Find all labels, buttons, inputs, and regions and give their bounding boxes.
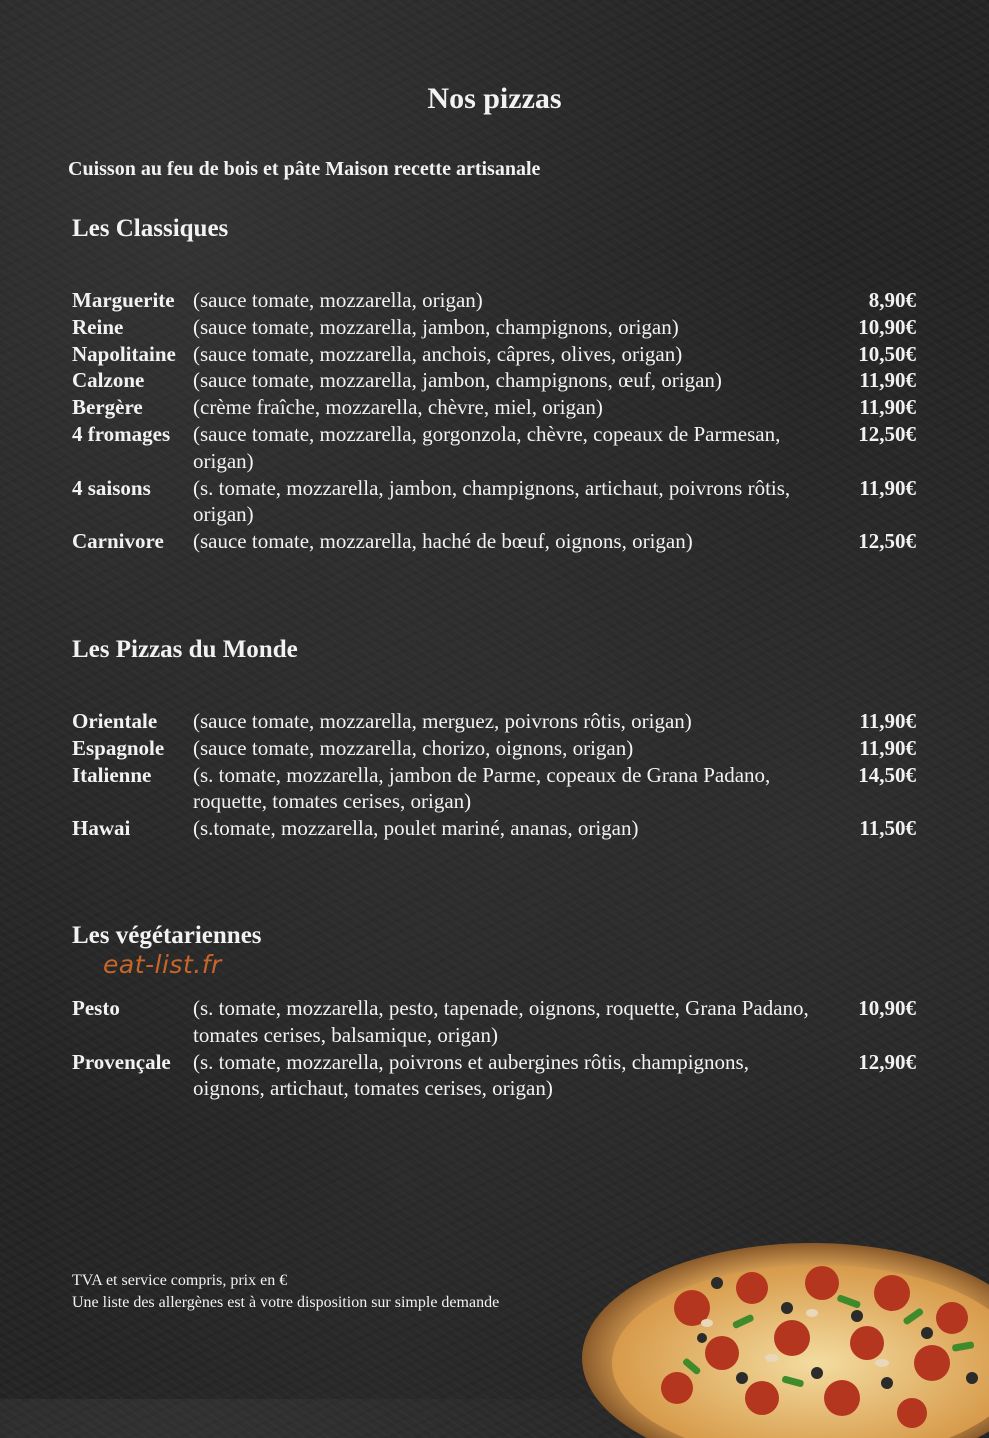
pizza-name: Marguerite xyxy=(72,288,175,312)
pizza-name: Espagnole xyxy=(72,735,165,760)
pizza-image xyxy=(582,1238,989,1438)
menu-item xyxy=(72,314,916,341)
pizza-name: Napolitaine xyxy=(72,341,176,366)
pizza-description: (sauce tomate, mozzarella, origan) xyxy=(193,288,483,312)
section-heading-classiques: Les Classiques xyxy=(72,215,229,242)
menu-item xyxy=(72,475,916,529)
pizza-price: 10,50€ xyxy=(858,341,916,366)
pizza-description: (sauce tomate, mozzarella, haché de bœuf, oignons, origan) xyxy=(193,529,693,554)
pizza-name: Carnivore xyxy=(72,529,164,554)
pizza-name: Hawai xyxy=(72,816,131,841)
pizza-price: 12,90€ xyxy=(858,1049,916,1074)
pizza-price: 11,90€ xyxy=(859,475,916,500)
menu-item xyxy=(72,367,916,394)
pizza-price: 11,50€ xyxy=(859,816,916,841)
pizza-name: Provençale xyxy=(72,1049,171,1074)
pizza-name: 4 fromages xyxy=(72,421,171,446)
pizza-name: Reine xyxy=(72,314,124,339)
pizza-description: (s. tomate, mozzarella, poivrons et aubergines rôtis, champignons, oignons, artichaut, tomates cerises, origan) xyxy=(193,1049,749,1101)
menu-subtitle: Cuisson au feu de bois et pâte Maison recette artisanale xyxy=(68,158,541,180)
pizza-description: (s. tomate, mozzarella, pesto, tapenade, oignons, roquette, Grana Padano, tomates cerises, balsamique, origan) xyxy=(193,996,809,1047)
pizza-price: 10,90€ xyxy=(858,996,916,1020)
pizza-name: Calzone xyxy=(72,368,145,393)
menu-item xyxy=(72,995,916,1049)
pizza-name: Pesto xyxy=(72,996,120,1020)
footer-tva-note: TVA et service compris, prix en € xyxy=(72,1272,288,1289)
menu-item xyxy=(72,394,916,421)
menu-item xyxy=(72,708,916,735)
pizza-description: (s. tomate, mozzarella, jambon de Parme, copeaux de Grana Padano, roquette, tomates cerises, origan) xyxy=(193,762,771,814)
pizza-name: Orientale xyxy=(72,709,158,733)
pizza-description: (sauce tomate, mozzarella, anchois, câpres, olives, origan) xyxy=(193,341,683,366)
pizza-description: (s.tomate, mozzarella, poulet mariné, ananas, origan) xyxy=(193,816,639,841)
footer-notes xyxy=(72,1270,499,1313)
pizza-price: 11,90€ xyxy=(859,709,916,733)
menu-list-vegetariennes xyxy=(72,995,916,1102)
pizza-price: 10,90€ xyxy=(858,314,916,339)
section-heading-vegetariennes: Les végétariennes xyxy=(72,922,262,949)
menu-item xyxy=(72,1049,916,1103)
pizza-name: Bergère xyxy=(72,395,143,420)
page-title: Nos pizzas xyxy=(427,82,562,115)
pizza-price: 11,90€ xyxy=(859,368,916,393)
pizza-description: (sauce tomate, mozzarella, chorizo, oignons, origan) xyxy=(193,735,634,760)
pizza-name: 4 saisons xyxy=(72,475,151,500)
pizza-price: 12,50€ xyxy=(858,421,916,446)
pizza-description: (sauce tomate, mozzarella, jambon, champignons, œuf, origan) xyxy=(193,368,722,393)
watermark: eat-list.fr xyxy=(103,950,222,979)
menu-item xyxy=(72,341,916,368)
pizza-price: 8,90€ xyxy=(868,288,916,312)
pizza-price: 14,50€ xyxy=(858,762,916,787)
pizza-description: (sauce tomate, mozzarella, gorgonzola, chèvre, copeaux de Parmesan, origan) xyxy=(193,421,781,473)
menu-item xyxy=(72,762,916,816)
menu-item xyxy=(72,735,916,762)
pizza-description: (sauce tomate, mozzarella, jambon, champignons, origan) xyxy=(193,314,679,339)
pizza-price: 12,50€ xyxy=(858,529,916,554)
pizza-description: (sauce tomate, mozzarella, merguez, poivrons rôtis, origan) xyxy=(193,709,692,733)
menu-list-monde xyxy=(72,708,916,842)
pizza-price: 11,90€ xyxy=(859,395,916,420)
section-heading-monde: Les Pizzas du Monde xyxy=(72,636,298,663)
menu-item xyxy=(72,421,916,475)
pizza-price: 11,90€ xyxy=(859,735,916,760)
pizza-name: Italienne xyxy=(72,762,152,787)
menu-item xyxy=(72,815,916,842)
menu-item xyxy=(72,287,916,314)
footer-allergen-note: Une liste des allergènes est à votre disposition sur simple demande xyxy=(72,1293,500,1311)
menu-item xyxy=(72,528,916,555)
menu-list-classiques xyxy=(72,287,916,555)
pizza-description: (s. tomate, mozzarella, jambon, champignons, artichaut, poivrons rôtis, origan) xyxy=(193,475,791,527)
pizza-description: (crème fraîche, mozzarella, chèvre, miel, origan) xyxy=(193,395,603,420)
